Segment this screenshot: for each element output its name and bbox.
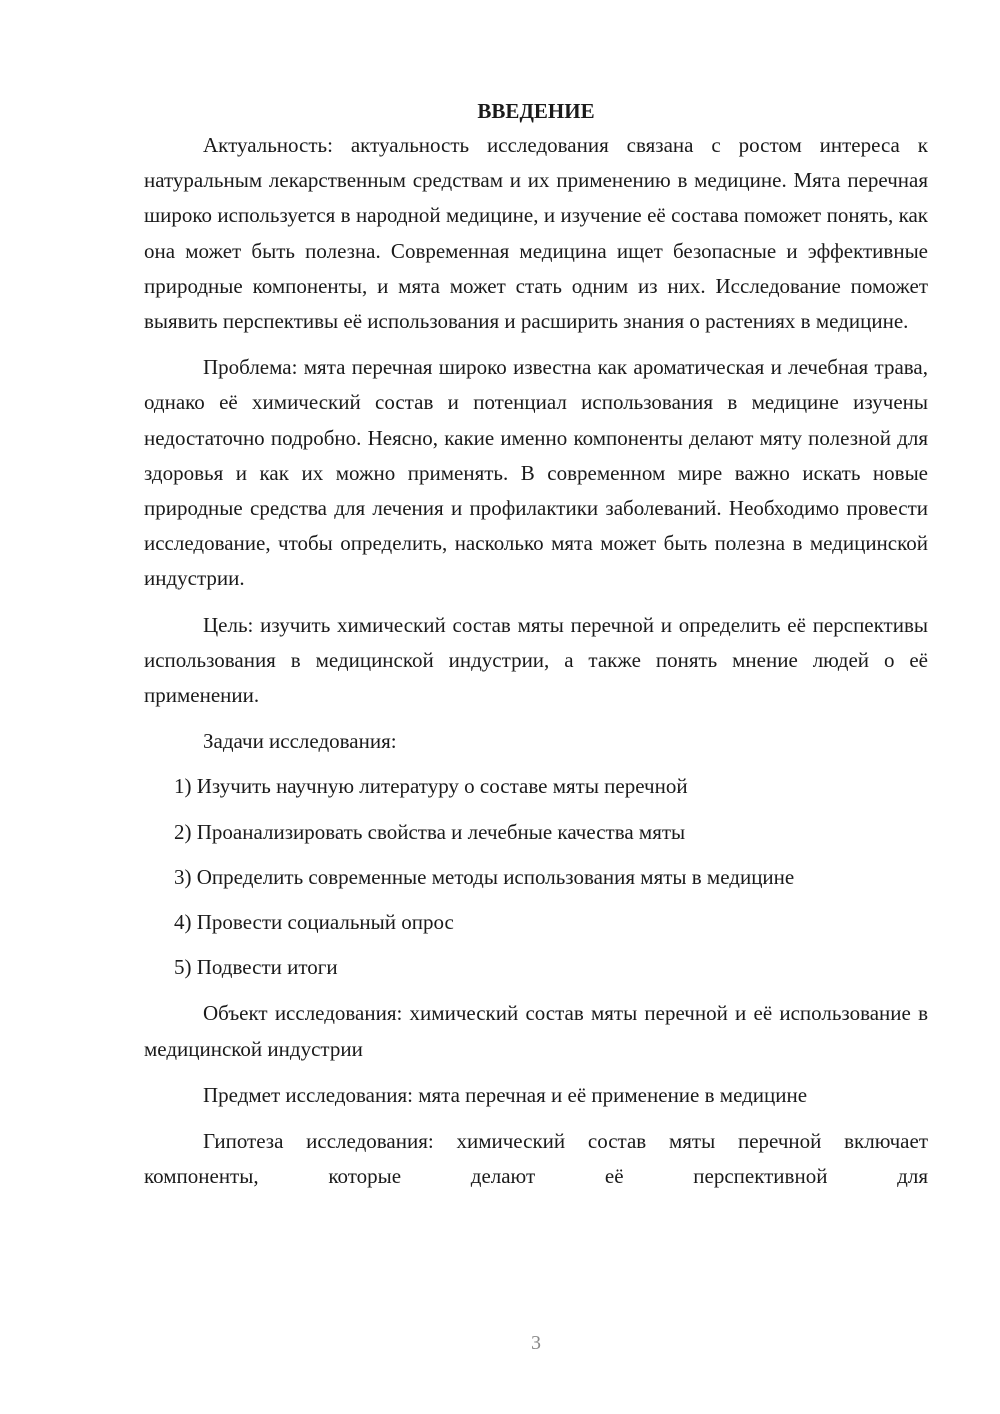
object-paragraph: Объект исследования: химический состав мяты перечной и её использование в медицинской индустрии <box>144 1001 928 1061</box>
list-item: 2) Проанализировать свойства и лечебные качества мяты <box>174 819 686 844</box>
page-number: 3 <box>531 1332 541 1354</box>
list-item: 1) Изучить научную литературу о составе мяты перечной <box>174 774 688 799</box>
list-item: 5) Подвести итоги <box>174 955 338 980</box>
goal-paragraph: Цель: изучить химический состав мяты перечной и определить её перспективы использования в медицинской индустрии, а также понять мнение людей о её применении. <box>144 612 928 708</box>
list-item: 3) Определить современные методы использования мяты в медицине <box>174 864 795 889</box>
problem-paragraph: Проблема: мята перечная широко известна как ароматическая и лечебная трава, однако её химический состав и потенциал использования в медицине изучены недостаточно подробно. Неясно, какие именно компоненты делают мяту полезной для здоровья и как их можно применять. В современном мире важно искать новые природные средства для лечения и профилактики заболеваний. Необходимо провести исследование, чтобы определить, насколько мята может быть полезна в медицинской индустрии. <box>144 355 928 591</box>
hypothesis-paragraph: Гипотеза исследования: химический состав мяты перечной включает компоненты, которые делают её перспективной для <box>144 1129 928 1189</box>
document-body <box>144 96 928 1194</box>
relevance-paragraph: Актуальность: актуальность исследования связана с ростом интереса к натуральным лекарственным средствам и их применению в медицине. Мята перечная широко используется в народной медицине, и изучение её состава поможет понять, как она может быть полезна. Современная медицина ищет безопасные и эффективные природные компоненты, и мята может стать одним из них. Исследование поможет выявить перспективы её использования и расширить знания о растениях в медицине. <box>144 133 928 334</box>
section-title: ВВЕДЕНИЕ <box>477 99 595 123</box>
tasks-list <box>144 769 928 985</box>
subject-paragraph: Предмет исследования: мята перечная и её применение в медицине <box>203 1082 808 1107</box>
tasks-heading: Задачи исследования: <box>203 729 397 754</box>
list-item: 4) Провести социальный опрос <box>174 910 454 935</box>
